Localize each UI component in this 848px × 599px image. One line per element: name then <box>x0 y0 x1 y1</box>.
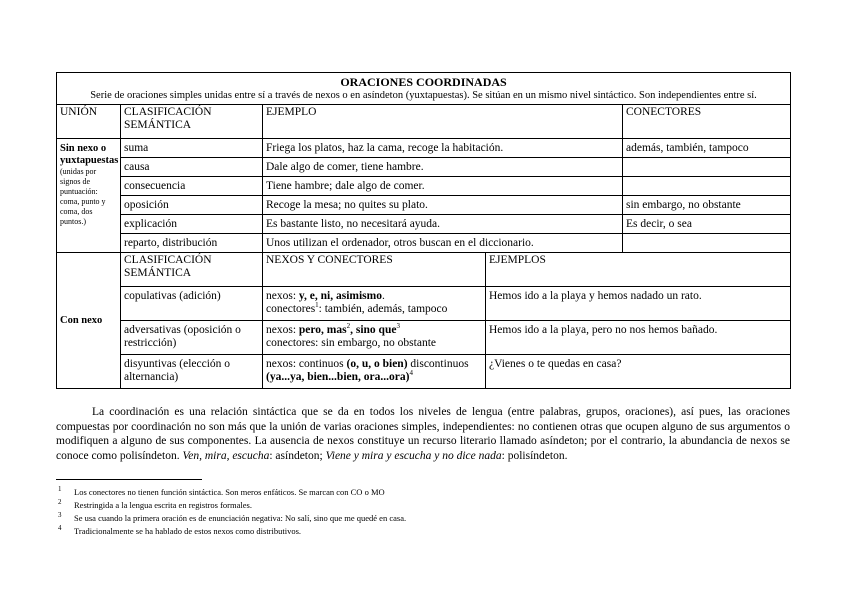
nexos-bold: , sino que <box>350 324 397 336</box>
example-asindeton: Ven, mira, escucha <box>182 449 270 462</box>
label-polisindeton: : polisíndeton. <box>501 449 568 462</box>
footnote-text: Los conectores no tienen función sintáctica. Son meros enfáticos. Se marcan con CO o MO <box>74 487 385 497</box>
conectores-prefix: conectores <box>266 303 316 315</box>
footnote-text: Tradicionalmente se ha hablado de estos nexos como distributivos. <box>74 526 302 536</box>
disyuntivas-clasificacion: disyuntivas (elección o alternancia) <box>121 355 263 389</box>
footnote <box>56 512 790 525</box>
table-title-row <box>57 73 791 105</box>
clasificacion-cell: causa <box>121 158 263 177</box>
footnote-number: 3 <box>58 511 62 519</box>
footnote-divider <box>56 479 202 480</box>
nexos-bold: (ya...ya, bien...bien, ora...ora) <box>266 371 410 383</box>
conectores-cell: además, también, tampoco <box>623 139 791 158</box>
footnote <box>56 525 790 538</box>
con-nexo-cell <box>57 253 121 389</box>
nexos-mid: discontinuos <box>407 358 469 370</box>
conectores-cell: Es decir, o sea <box>623 215 791 234</box>
table-row <box>57 196 791 215</box>
clasificacion-cell: reparto, distribución <box>121 234 263 253</box>
nexos-bold: pero, mas <box>298 324 347 336</box>
clasificacion-cell: suma <box>121 139 263 158</box>
example-polisindeton: Viene y mira y escucha y no dice nada <box>325 449 502 462</box>
nexos-prefix: nexos: continuos <box>266 358 347 370</box>
body-paragraph <box>56 405 790 463</box>
ejemplo-cell: Dale algo de comer, tiene hambre. <box>263 158 623 177</box>
ejemplo-cell: Es bastante listo, no necesitará ayuda. <box>263 215 623 234</box>
table-row <box>57 234 791 253</box>
table-row <box>57 287 791 321</box>
adversativas-nexos <box>263 321 486 355</box>
conectores-text: conectores: sin embargo, no obstante <box>266 337 437 349</box>
header-row-2 <box>57 253 791 287</box>
footnote-number: 2 <box>58 498 62 506</box>
footnote-ref: 2 <box>346 322 351 331</box>
adversativas-ejemplo: Hemos ido a la playa, pero no nos hemos bañado. <box>486 321 791 355</box>
nexos-prefix: nexos: <box>266 324 299 336</box>
footnote-ref: 1 <box>315 301 319 310</box>
disyuntivas-nexos <box>263 355 486 389</box>
header-conectores: CONECTORES <box>623 105 791 139</box>
coordinadas-table <box>56 72 791 389</box>
header-row-1 <box>57 105 791 139</box>
footnotes <box>56 486 790 538</box>
footnote-text: Se usa cuando la primera oración es de enunciación negativa: No salí, sino que me quedé en casa. <box>74 513 407 523</box>
footnote-text: Restringida a la lengua escrita en registros formales. <box>74 500 252 510</box>
label-asindeton: : asíndeton; <box>269 449 326 462</box>
table-row <box>57 355 791 389</box>
table-row <box>57 158 791 177</box>
table-row <box>57 177 791 196</box>
header2-clasificacion: CLASIFICACIÓN SEMÁNTICA <box>121 253 263 287</box>
header-union: UNIÓN <box>57 105 121 139</box>
header2-nexos: NEXOS Y CONECTORES <box>263 253 486 287</box>
sin-nexo-note: (unidas por signos de puntuación: coma, punto y coma, dos puntos.) <box>60 167 106 226</box>
sin-nexo-label: Sin nexo o yuxtapuestas <box>60 143 119 166</box>
ejemplo-cell: Recoge la mesa; no quites su plato. <box>263 196 623 215</box>
table-title: ORACIONES COORDINADAS <box>340 75 507 89</box>
footnote-ref: 3 <box>396 322 400 331</box>
conectores-cell <box>623 177 791 196</box>
footnote-number: 4 <box>58 524 62 532</box>
ejemplo-cell: Friega los platos, haz la cama, recoge la habitación. <box>263 139 623 158</box>
table-subtitle: Serie de oraciones simples unidas entre sí a través de nexos o en asíndeton (yuxtapuestas). Se sitúan en un mismo nivel sintáctico. Son independientes entre sí. <box>90 90 757 101</box>
clasificacion-cell: consecuencia <box>121 177 263 196</box>
table-row <box>57 139 791 158</box>
ejemplo-cell: Tiene hambre; dale algo de comer. <box>263 177 623 196</box>
clasificacion-cell: explicación <box>121 215 263 234</box>
nexos-prefix: nexos: <box>266 290 299 302</box>
header-ejemplo: EJEMPLO <box>263 105 623 139</box>
disyuntivas-ejemplo: ¿Vienes o te quedas en casa? <box>486 355 791 389</box>
footnote-number: 1 <box>58 485 62 493</box>
nexos-bold: (o, u, o bien) <box>346 358 408 370</box>
copulativas-ejemplo: Hemos ido a la playa y hemos nadado un rato. <box>486 287 791 321</box>
footnote <box>56 499 790 512</box>
table-row <box>57 215 791 234</box>
sin-nexo-cell <box>57 139 121 253</box>
footnote-ref: 4 <box>409 369 413 378</box>
table-row <box>57 321 791 355</box>
clasificacion-cell: oposición <box>121 196 263 215</box>
conectores-text: : también, además, tampoco <box>318 303 448 315</box>
nexos-suffix: . <box>381 290 385 302</box>
con-nexo-label: Con nexo <box>60 314 103 326</box>
conectores-cell: sin embargo, no obstante <box>623 196 791 215</box>
header-clasificacion: CLASIFICACIÓN SEMÁNTICA <box>121 105 263 139</box>
header2-ejemplos: EJEMPLOS <box>486 253 791 287</box>
conectores-cell <box>623 234 791 253</box>
conectores-cell <box>623 158 791 177</box>
footnote <box>56 486 790 499</box>
copulativas-nexos <box>263 287 486 321</box>
ejemplo-cell: Unos utilizan el ordenador, otros buscan en el diccionario. <box>263 234 623 253</box>
table-title-cell <box>57 73 791 105</box>
copulativas-clasificacion: copulativas (adición) <box>121 287 263 321</box>
adversativas-clasificacion: adversativas (oposición o restricción) <box>121 321 263 355</box>
nexos-bold: y, e, ni, asimismo <box>298 290 382 302</box>
paragraph-text: La coordinación es una relación sintáctica que se da en todos los niveles de lengua (entre palabras, grupos, oraciones), así pues, las oraciones compuestas por coordinación no son más que la unión de varias oraciones simples, independientes: no contienen otras que ocupen alguno de sus argumentos o modifiquen a alguno de sus componentes. La ausencia de nexos constituye un recurso literario llamado asíndeton; por el contrario, la abundancia de nexos se conoce como polisíndeton. <box>56 406 790 462</box>
